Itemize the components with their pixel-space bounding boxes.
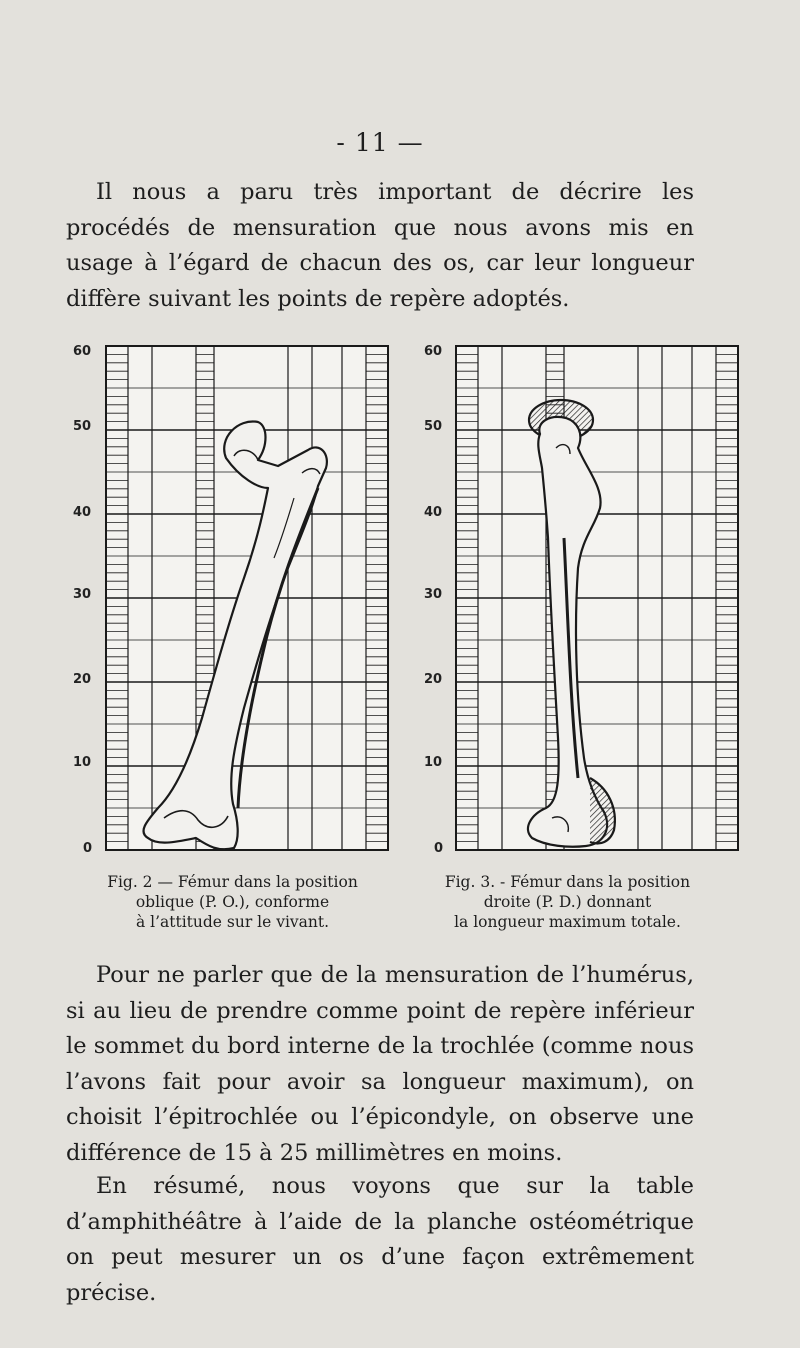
- caption-line: à l’attitude sur le vivant.: [135, 913, 330, 931]
- scale-label: 10: [424, 755, 443, 770]
- scale-label: 30: [73, 587, 92, 602]
- scale-label: 50: [73, 419, 92, 434]
- paragraph-intro: Il nous a paru très important de décrire les procédés de mensuration que nous avons mis en usage à l’égard de chacun des os, car leur longueur diffère suivant les points de repère adoptés.: [66, 179, 694, 312]
- scale-label: 0: [83, 841, 93, 856]
- figure-3-caption: [395, 872, 740, 932]
- paragraph-resume: En résumé, nous voyons que sur la table d’amphithéâtre à l’aide de la planche ostéométrique on peut mesurer un os d’une façon extrêmement précise.: [66, 1173, 694, 1306]
- figure-2-caption: [60, 872, 405, 932]
- figure-3-femur-straight: [418, 338, 742, 862]
- scale-label: 10: [73, 755, 92, 770]
- caption-line: Fig. 2 — Fémur dans la position: [107, 873, 358, 891]
- caption-line: Fig. 3. - Fémur dans la position: [444, 873, 691, 891]
- scale-label: 60: [73, 344, 92, 359]
- paragraph-humerus: Pour ne parler que de la mensuration de l’humérus, si au lieu de prendre comme point de repère inférieur le sommet du bord interne de la trochlée (comme nous l’avons fait pour avoir sa longueur maximum), on choisit l’épitrochlée ou l’épicondyle, on observe une différence de 15 à 25 millimètres en moins.: [66, 962, 694, 1166]
- scale-label: 20: [424, 672, 443, 687]
- caption-line: la longueur maximum totale.: [454, 913, 681, 931]
- caption-line: droite (P. D.) donnant: [483, 893, 652, 911]
- scale-label: 30: [424, 587, 443, 602]
- scale-label: 60: [424, 344, 443, 359]
- scale-label: 0: [434, 841, 444, 856]
- scale-label: 40: [73, 505, 92, 520]
- osteometric-board-grid: [456, 346, 738, 850]
- scale-label: 40: [424, 505, 443, 520]
- caption-line: oblique (P. O.), conforme: [135, 893, 330, 911]
- page-number: - 11 —: [336, 128, 424, 157]
- scale-label: 50: [424, 419, 443, 434]
- figure-2-femur-oblique: [68, 338, 392, 862]
- scale-label: 20: [73, 672, 92, 687]
